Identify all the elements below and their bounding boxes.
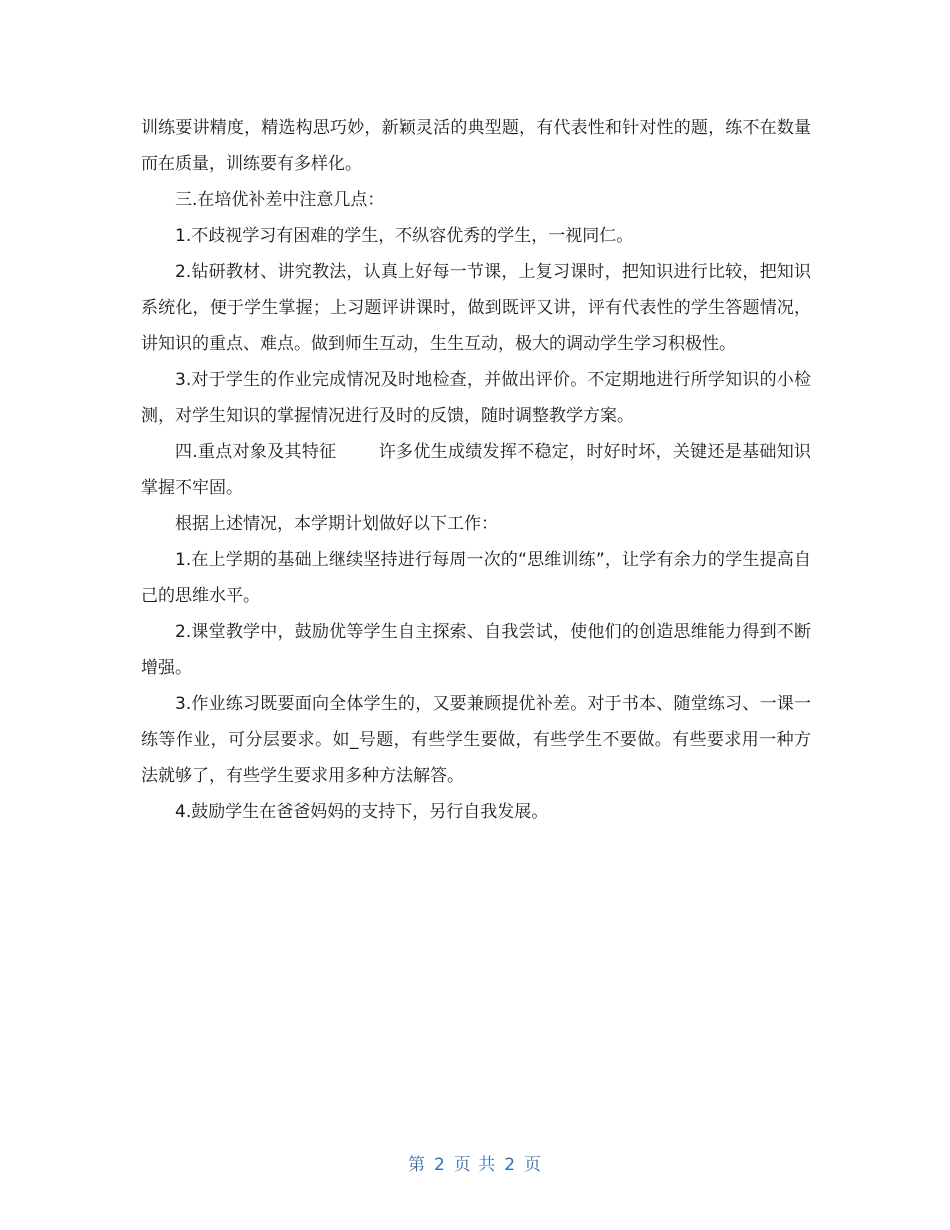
- list-item-no-discrimination: 1.不歧视学习有困难的学生，不纵容优秀的学生，一视同仁。: [175, 226, 634, 246]
- footer-middle: 页 共: [453, 1155, 497, 1175]
- section-heading-three: 三.在培优补差中注意几点：: [175, 190, 385, 210]
- list-item-homework-layers: 3.作业练习既要面向全体学生的，又要兼顾提优补差。对于书本、随堂练习、一课一练等作业，可分层要求。如_号题，有些学生要做，有些学生不要做。有些要求用一种方法就够了，有些学生要求用多种方法解答。: [141, 694, 811, 786]
- list-item-classroom-teaching: 2.课堂教学中，鼓励优等学生自主探索、自我尝试，使他们的创造思维能力得到不断增强。: [141, 622, 811, 678]
- footer-current-page: 2: [433, 1155, 446, 1175]
- section-four-text: 许多优生成绩发挥不稳定，时好时坏，关键还是基础知识掌握不牢固。: [141, 442, 812, 498]
- paragraph-plan-intro: 根据上述情况，本学期计划做好以下工作：: [175, 514, 498, 534]
- footer-total-pages: 2: [504, 1155, 517, 1175]
- footer-prefix: 第: [407, 1155, 426, 1175]
- paragraph-training-precision: 训练要讲精度，精选构思巧妙，新颖灵活的典型题，有代表性和针对性的题，练不在数量而在质量，训练要有多样化。: [141, 118, 811, 174]
- list-item-homework-check: 3.对于学生的作业完成情况及时地检查，并做出评价。不定期地进行所学知识的小检测，对学生知识的掌握情况进行及时的反馈，随时调整教学方案。: [141, 370, 811, 426]
- section-heading-four: 四.重点对象及其特征: [175, 442, 337, 462]
- section-four-paragraph: [141, 434, 811, 506]
- page-footer: [0, 1150, 950, 1175]
- footer-suffix: 页: [524, 1155, 543, 1175]
- list-item-self-development: 4.鼓励学生在爸爸妈妈的支持下，另行自我发展。: [175, 802, 549, 822]
- document-body: [141, 110, 811, 830]
- list-item-thinking-training: 1.在上学期的基础上继续坚持进行每周一次的“思维训练”，让学有余力的学生提高自己的思维水平。: [141, 550, 811, 606]
- list-item-study-materials: 2.钻研教材、讲究教法，认真上好每一节课，上复习课时，把知识进行比较，把知识系统化，便于学生掌握；上习题评讲课时，做到既评又讲，评有代表性的学生答题情况，讲知识的重点、难点。做到师生互动，生生互动，极大的调动学生学习积极性。: [141, 262, 811, 354]
